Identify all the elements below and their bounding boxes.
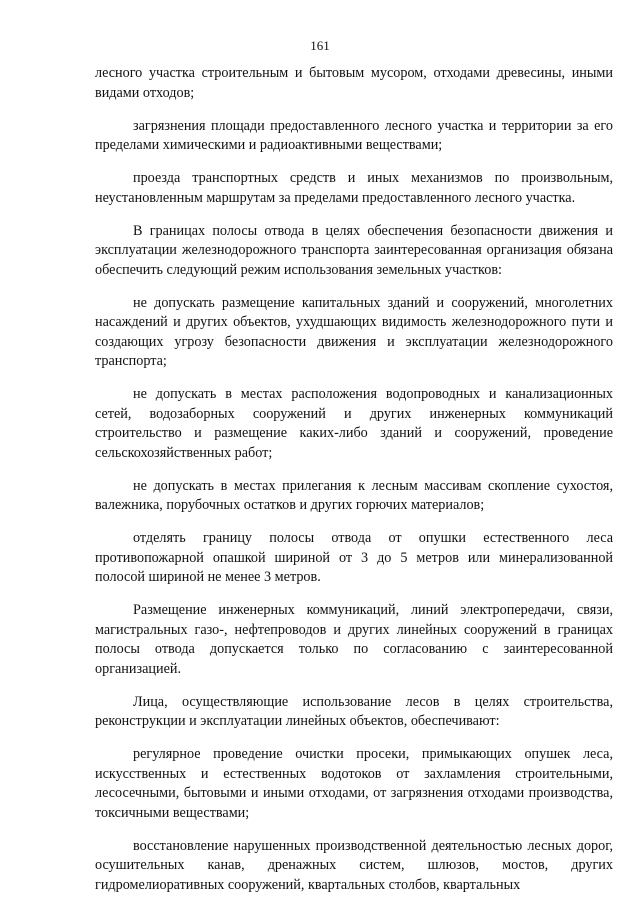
paragraph: Лица, осуществляющие использование лесов в целях строительства, реконструкции и эксплуатации линейных объектов, обеспечивают: — [95, 693, 613, 729]
paragraph: загрязнения площади предоставленного лесного участка и территории за его пределами химическими и радиоактивными веществами; — [95, 117, 613, 153]
paragraph: не допускать размещение капитальных зданий и сооружений, многолетних насаждений и других объектов, ухудшающих видимость железнодорожного пути и создающих угрозу безопасности движения и эксплуатации железнодорожного транспорта; — [95, 294, 613, 369]
page-number: 161 — [310, 38, 330, 53]
paragraph: регулярное проведение очистки просеки, примыкающих опушек леса, искусственных и естественных водотоков от захламления строительными, лесосечными, бытовыми и иными отходами, от загрязнения отходами производства, токсичными веществами; — [95, 746, 613, 821]
paragraph: отделять границу полосы отвода от опушки естественного леса противопожарной опашкой шириной от 3 до 5 метров или минерализованной полосой шириной не менее 3 метров. — [95, 530, 613, 585]
paragraph: не допускать в местах прилегания к лесным массивам скопление сухостоя, валежника, порубочных остатков и других горючих материалов; — [95, 477, 613, 513]
paragraph: восстановление нарушенных производственной деятельностью лесных дорог, осушительных канав, дренажных систем, шлюзов, мостов, других гидромелиоративных сооружений, квартальных столбов, квартальных — [95, 837, 613, 893]
paragraph: В границах полосы отвода в целях обеспечения безопасности движения и эксплуатации железнодорожного транспорта заинтересованная организация обязана обеспечить следующий режим использования земельных участков: — [95, 222, 613, 278]
paragraph: проезда транспортных средств и иных механизмов по произвольным, неустановленным маршрутам за пределами предоставленного лесного участка. — [95, 170, 613, 206]
paragraph: Размещение инженерных коммуникаций, линий электропередачи, связи, магистральных газо-, нефтепроводов и других линейных сооружений в границах полосы отвода допускается только по согласованию с заинтересованной организацией. — [95, 602, 613, 677]
paragraph: лесного участка строительным и бытовым мусором, отходами древесины, иными видами отходов; — [95, 65, 613, 101]
paragraph: не допускать в местах расположения водопроводных и канализационных сетей, водозаборных сооружений и других инженерных коммуникаций строительство и размещение каких-либо зданий и сооружений, проведение сельскохозяйственных работ; — [95, 386, 613, 461]
document-body — [95, 64, 613, 909]
